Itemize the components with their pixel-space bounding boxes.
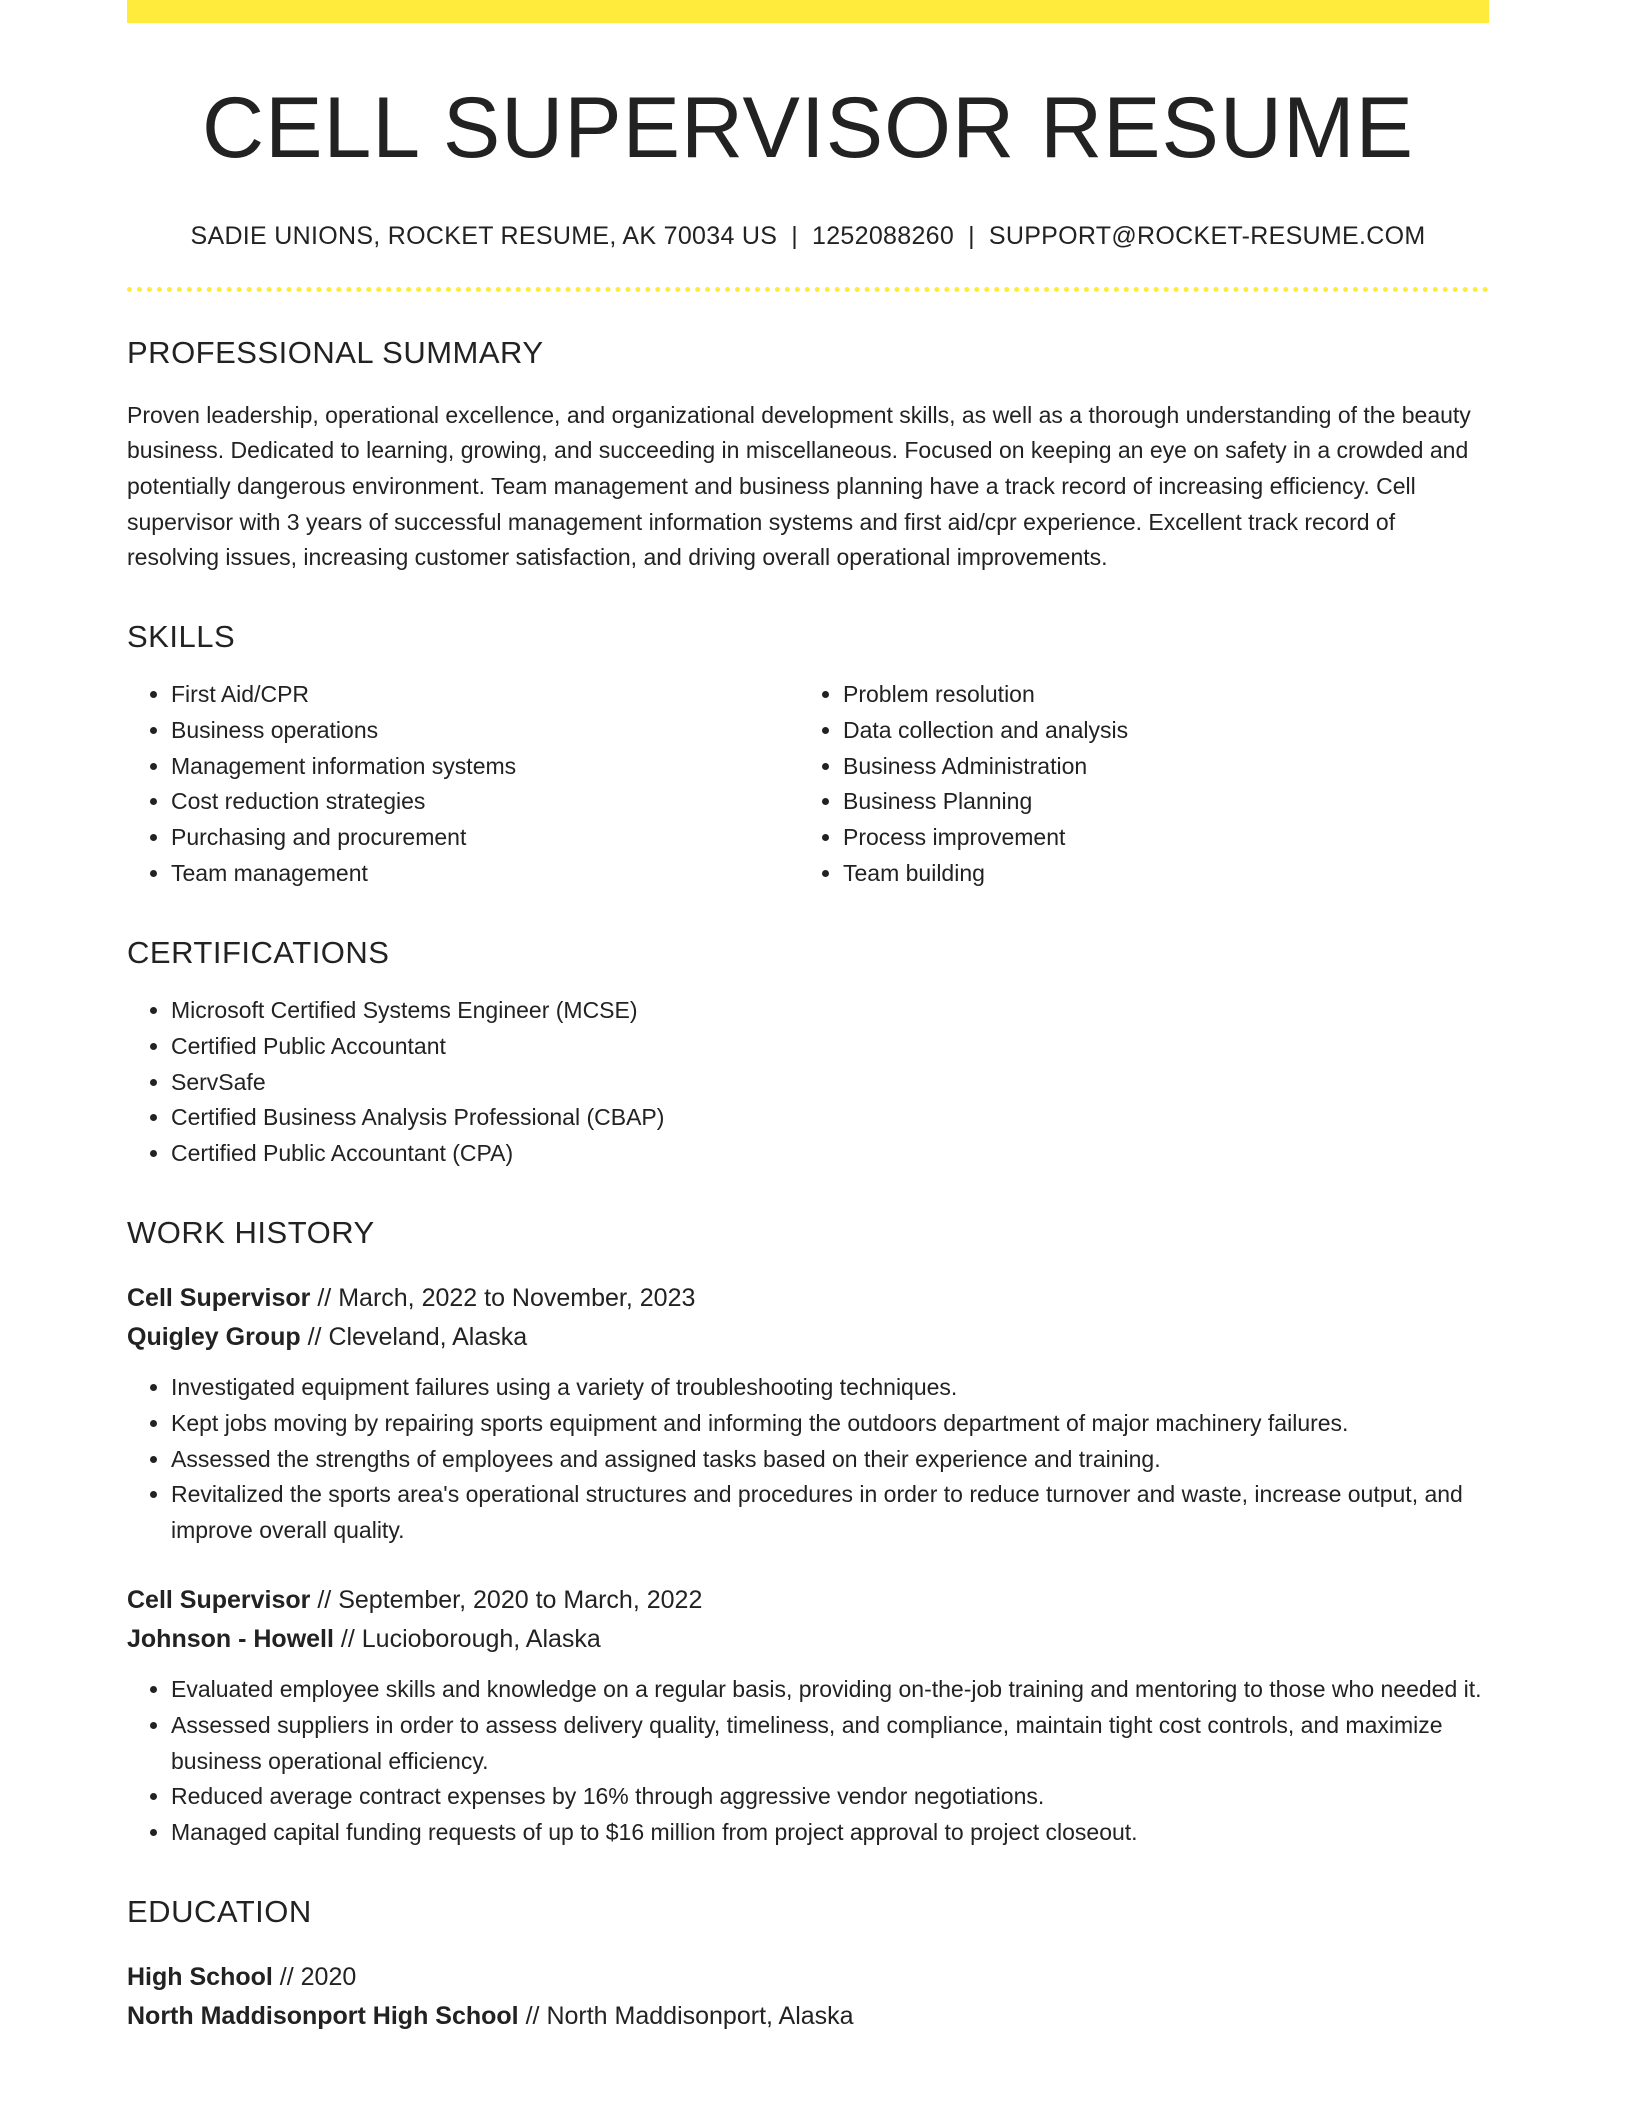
skill-item: • Cost reduction strategies (171, 784, 799, 820)
job-entry (127, 1279, 1489, 1549)
certification-item: • Certified Business Analysis Professional (CBAP) (171, 1100, 1489, 1136)
divider-mark: // (340, 1625, 355, 1654)
contact-separator: | (968, 221, 975, 250)
education-entry (127, 1958, 1489, 2036)
education-degree-line (127, 1958, 1489, 1997)
job-bullets (127, 1370, 1489, 1549)
skills-left-list (127, 677, 799, 892)
divider-mark: // (317, 1586, 332, 1615)
certification-item: • ServSafe (171, 1065, 1489, 1101)
certification-item: • Certified Public Accountant (CPA) (171, 1136, 1489, 1172)
education-year: 2020 (300, 1963, 357, 1992)
job-company-line (127, 1620, 1489, 1659)
job-title-line (127, 1279, 1489, 1318)
skill-item: • Business Planning (843, 784, 1471, 820)
certifications-list (127, 993, 1489, 1172)
job-dates: March, 2022 to November, 2023 (338, 1284, 696, 1313)
summary-text: Proven leadership, operational excellence, and organizational development skills, as well as a thorough understanding of the beauty business. Dedicated to learning, growing, and succeeding in miscellaneous. Focused on keeping an eye on safety in a crowded and potentially dangerous environment. Team management and business planning have a track record of increasing efficiency. Cell supervisor with 3 years of successful management information systems and first aid/cpr experience. Excellent track record of resolving issues, increasing customer satisfaction, and driving overall operational improvements. (127, 401, 1471, 571)
skills-columns (127, 677, 1489, 892)
work-history-heading: WORK HISTORY (127, 1214, 375, 1250)
education-location: North Maddisonport, Alaska (546, 2002, 854, 2031)
summary-heading: PROFESSIONAL SUMMARY (127, 334, 544, 370)
job-title-line (127, 1581, 1489, 1620)
job-bullet: • Assessed suppliers in order to assess delivery quality, timeliness, and compliance, maintain tight cost controls, and maximize business operational efficiency. (171, 1708, 1489, 1780)
job-location: Lucioborough, Alaska (361, 1625, 601, 1654)
contact-address: SADIE UNIONS, ROCKET RESUME, AK 70034 US (190, 221, 778, 250)
education-school-line (127, 1997, 1489, 2036)
contact-phone: 1252088260 (812, 221, 955, 250)
job-title: Cell Supervisor (127, 1586, 311, 1615)
contact-line (127, 222, 1489, 251)
job-company: Quigley Group (127, 1323, 301, 1352)
certification-item: • Certified Public Accountant (171, 1029, 1489, 1065)
skills-heading: SKILLS (127, 618, 236, 654)
job-bullet: • Managed capital funding requests of up to $16 million from project approval to project closeout. (171, 1815, 1489, 1851)
education-heading: EDUCATION (127, 1894, 312, 1930)
job-title: Cell Supervisor (127, 1284, 311, 1313)
skill-item: • Data collection and analysis (843, 713, 1471, 749)
job-bullet: • Investigated equipment failures using a variety of troubleshooting techniques. (171, 1370, 1489, 1406)
skill-item: • Team management (171, 856, 799, 892)
job-bullet: • Assessed the strengths of employees and assigned tasks based on their experience and training. (171, 1442, 1489, 1478)
job-location: Cleveland, Alaska (328, 1323, 528, 1352)
skill-item: • Purchasing and procurement (171, 820, 799, 856)
resume-page (127, 0, 1489, 2036)
divider-mark: // (317, 1284, 332, 1313)
dotted-divider (127, 287, 1489, 292)
divider-mark: // (307, 1323, 322, 1352)
job-bullet: • Evaluated employee skills and knowledge on a regular basis, providing on-the-job training and mentoring to those who needed it. (171, 1672, 1489, 1708)
education-degree: High School (127, 1963, 273, 1992)
accent-top-bar (127, 0, 1489, 23)
divider-mark: // (525, 2002, 540, 2031)
contact-separator: | (791, 221, 799, 250)
skill-item: • Management information systems (171, 749, 799, 785)
job-bullets (127, 1672, 1489, 1851)
education-school: North Maddisonport High School (127, 2002, 519, 2031)
job-bullet: • Reduced average contract expenses by 16% through aggressive vendor negotiations. (171, 1779, 1489, 1815)
skill-item: • Team building (843, 856, 1471, 892)
skill-item: • Problem resolution (843, 677, 1471, 713)
job-company: Johnson - Howell (127, 1625, 334, 1654)
job-dates: September, 2020 to March, 2022 (338, 1586, 703, 1615)
skill-item: • Business Administration (843, 749, 1471, 785)
resume-title: CELL SUPERVISOR RESUME (201, 80, 1415, 176)
divider-mark: // (279, 1963, 294, 1992)
job-bullet: • Revitalized the sports area's operational structures and procedures in order to reduce turnover and waste, increase output, and improve overall quality. (171, 1477, 1489, 1549)
job-company-line (127, 1318, 1489, 1357)
certification-item: • Microsoft Certified Systems Engineer (MCSE) (171, 993, 1489, 1029)
certifications-heading: CERTIFICATIONS (127, 934, 390, 970)
job-bullet: • Kept jobs moving by repairing sports equipment and informing the outdoors department of major machinery failures. (171, 1406, 1489, 1442)
skills-right-list (799, 677, 1471, 892)
contact-email: SUPPORT@ROCKET-RESUME.COM (988, 221, 1426, 250)
job-entry (127, 1581, 1489, 1851)
skill-item: • First Aid/CPR (171, 677, 799, 713)
skill-item: • Process improvement (843, 820, 1471, 856)
skill-item: • Business operations (171, 713, 799, 749)
